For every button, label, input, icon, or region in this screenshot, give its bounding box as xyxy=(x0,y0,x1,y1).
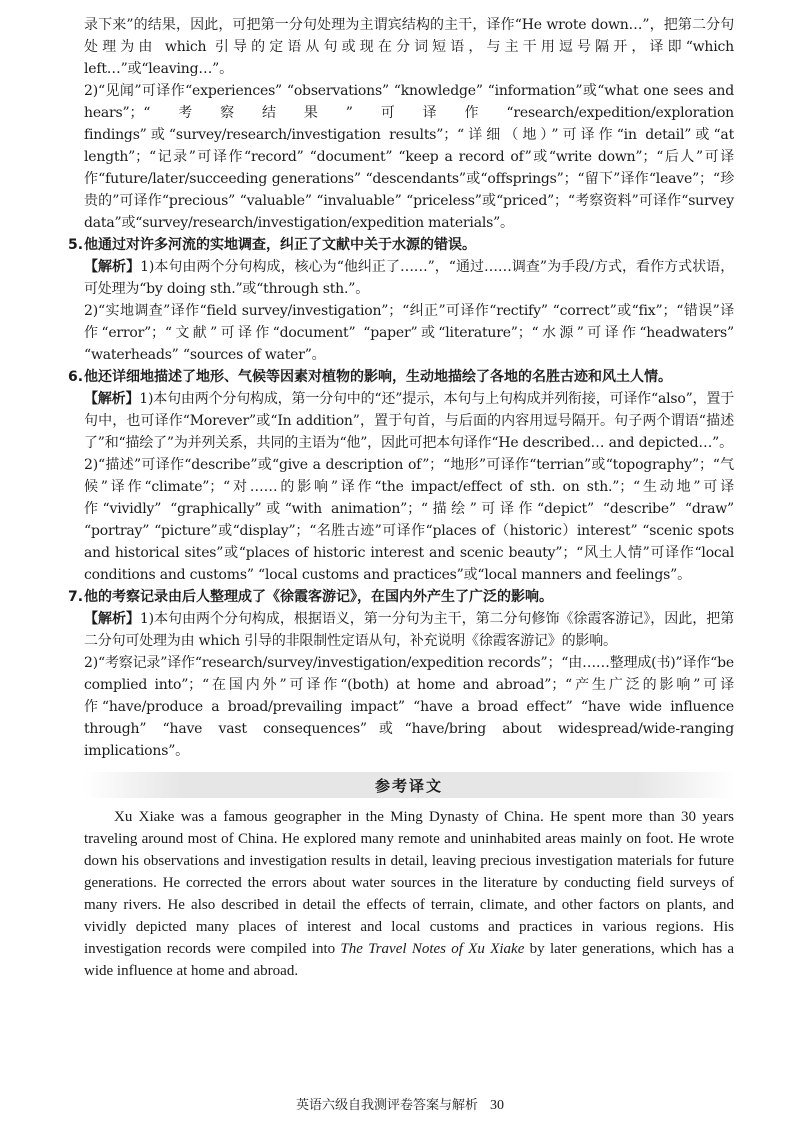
page-number: 30 xyxy=(490,1098,504,1113)
analysis-text: 1)本句由两个分句构成，第一分句中的“还”提示，本句与上句构成并列衔接，可译作“also”，置于句中，也可译作“Morever”或“In addition”，置于句首，与后面的内容用逗号隔开。句子两个谓语“描述了”和“描绘了”为并列关系，共同的主语为“他”，因此可把本句译作“He described… and depicted…”。 xyxy=(84,391,734,451)
question-text: 他还详细地描述了地形、气候等因素对植物的影响，生动地描绘了各地的名胜古迹和风土人情。 xyxy=(84,369,672,385)
question-sentence xyxy=(68,586,734,608)
translation-text-end: by later generations, which has a wide influence at home and abroad. xyxy=(84,941,734,979)
question-item-7 xyxy=(68,586,734,762)
question-text: 他通过对许多河流的实地调查，纠正了文献中关于水源的错误。 xyxy=(84,237,476,253)
question-sentence xyxy=(68,234,734,256)
analysis-text: 1)本句由两个分句构成，根据语义，第一分句为主干，第二分句修饰《徐霞客游记》，因此，把第二分句可处理为由 which 引导的非限制性定语从句，补充说明《徐霞客游记》的影响。 xyxy=(84,611,734,649)
analysis-text: 1)本句由两个分句构成，核心为“他纠正了……”，“通过……调查”为手段/方式，看作方式状语，可处理为“by doing sth.”或“through sth.”。 xyxy=(84,259,735,297)
translation-text-main: Xu Xiake was a famous geographer in the Ming Dynasty of China. He spent more than 30 years traveling around most of China. He explored many remote and uninhabited areas mainly on foot. He wrote down his observations and investigation results in detail, leaving precious investigation materials for future generations. He corrected the errors about water sources in the literature by conducting field surveys of many rivers. He also described in detail the effects of terrain, climate, and other factors on plants, and vividly depicted many places of interest and local customs and practices in various regions. His investigation records were compiled into xyxy=(84,809,734,957)
analysis-paragraph xyxy=(84,608,734,652)
question-text: 他的考察记录由后人整理成了《徐霞客游记》，在国内外产生了广泛的影响。 xyxy=(84,589,553,605)
analysis-tag: 【解析】 xyxy=(84,391,140,407)
vocab-note: 2)“考察记录”译作“research/survey/investigation/expedition records”；“由……整理成(书)”译作“be complied into”；“在国内外”可译作“(both) at home and abroad”；“产生广泛的影响”可译作“have/produce a broad/prevailing impact” “have a broad effect” “have wide influence through” “have vast consequences”或“have/bring about widespread/wide-ranging implications”。 xyxy=(84,655,734,759)
intro-paragraph: 录下来”的结果，因此，可把第一分句处理为主谓宾结构的主干，译作“He wrote down…”，把第二分句处理为由 which 引导的定语从句或现在分词短语，与主干用逗号隔开，译即“which left…”或“leaving…”。 xyxy=(84,17,734,77)
page-content xyxy=(68,14,735,982)
vocab-note: 2)“实地调查”译作“field survey/investigation”；“纠正”可译作“rectify” “correct”或“fix”；“错误”译作“error”；“文献”可译作“document” “paper”或“literature”；“水源”可译作“headwaters” “waterheads” “sources of water”。 xyxy=(84,303,734,363)
question-sentence xyxy=(68,366,734,388)
intro-vocab-note: 2)“见闻”可译作“experiences” “observations” “knowledge” “information”或“what one sees and hears”；“考察结果”可译作“research/expedition/exploration findings”或“survey/research/investigation results”；“详细（地）”可译作“in detail”或“at length”；“记录”可译作“record” “document” “keep a record of”或“write down”；“后人”可译作“future/later/succeeding generations” “descendants”或“offsprings”；“留下”译作“leave”；“珍贵的”可译作“precious” “valuable” “invaluable” “priceless”或“priced”；“考察资料”可译作“survey data”或“survey/research/investigation/expedition materials”。 xyxy=(84,83,734,231)
question-number: 7. xyxy=(68,589,84,605)
question-number: 6. xyxy=(68,369,84,385)
question-item-5 xyxy=(68,234,735,366)
footer-book-title: 英语六级自我测评卷答案与解析 xyxy=(295,1098,478,1113)
reference-translation xyxy=(84,806,734,982)
question-number: 5. xyxy=(68,237,84,253)
analysis-paragraph xyxy=(84,388,734,454)
book-title: The Travel Notes of Xu Xiake xyxy=(340,941,525,957)
page-footer xyxy=(0,1094,800,1114)
vocab-note: 2)“描述”可译作“describe”或“give a description of”；“地形”可译作“terrian”或“topography”；“气候”译作“climate”；“对……的影响”译作“the impact/effect of sth. on sth.”；“生动地”可译作“vividly” “graphically”或“with animation”；“描绘”可译作“depict” “describe” “draw” “portray” “picture”或“display”；“名胜古迹”可译作“places of（historic）interest” “scenic spots and historical sites”或“places of historic interest and scenic beauty”；“风土人情”可译作“local conditions and customs” “local customs and practices”或“local manners and feelings”。 xyxy=(84,457,734,583)
analysis-tag: 【解析】 xyxy=(84,259,141,275)
reference-section-header xyxy=(84,772,734,798)
reference-title: 参考译文 xyxy=(374,776,443,795)
analysis-tag: 【解析】 xyxy=(84,611,140,627)
question-item-6 xyxy=(68,366,734,586)
analysis-paragraph xyxy=(84,256,734,300)
